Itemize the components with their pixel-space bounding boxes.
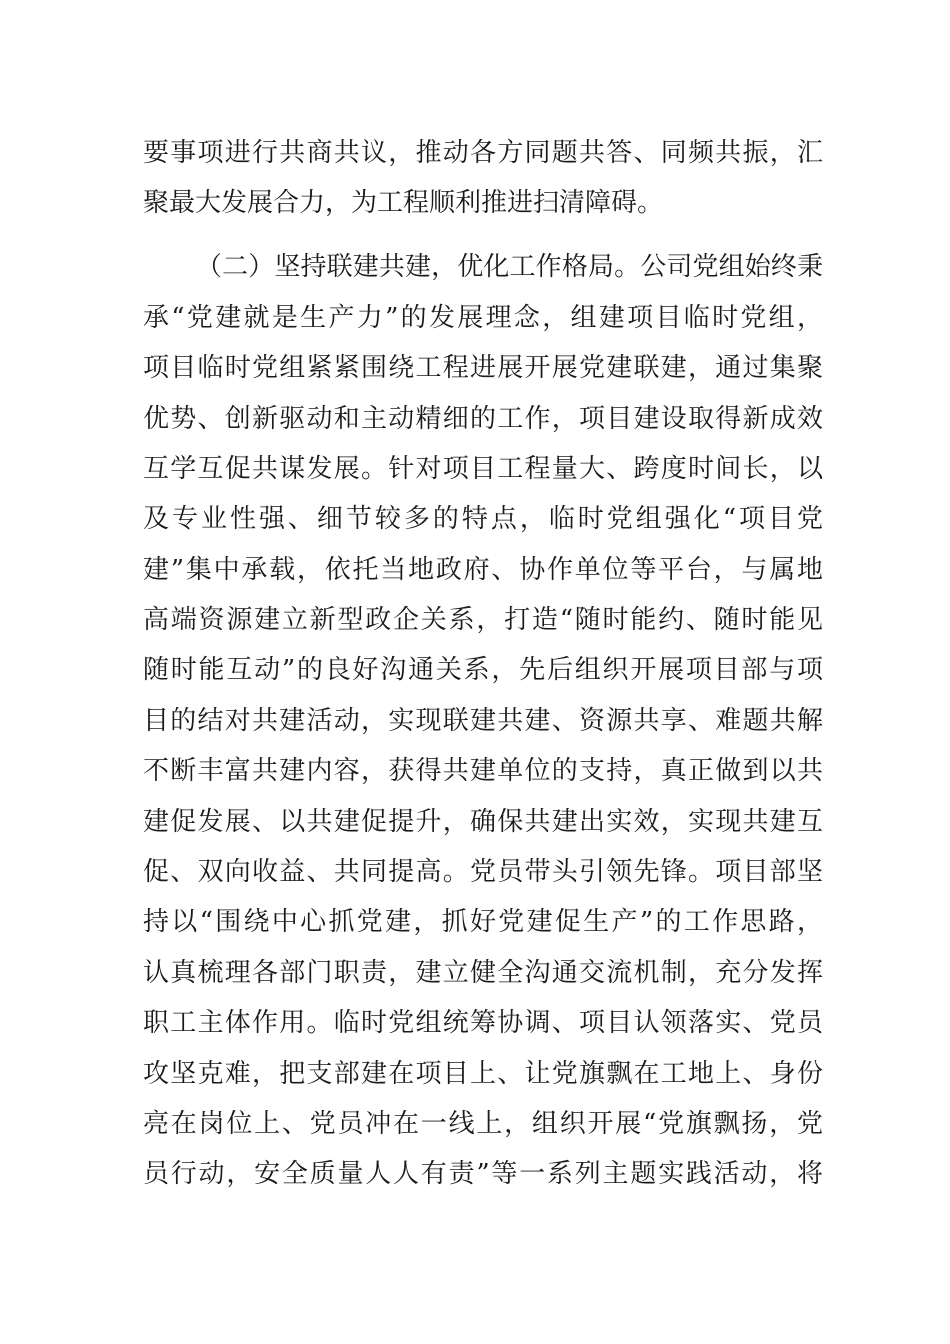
text-line: 不断丰富共建内容，获得共建单位的支持，真正做到以共 [143, 756, 823, 786]
text-line: 目的结对共建活动，实现联建共建、资源共享、难题共解 [143, 706, 823, 736]
text-line: 高端资源建立新型政企关系，打造“随时能约、随时能见 [143, 605, 823, 635]
text-line: 项目临时党组紧紧围绕工程进展开展党建联建，通过集聚 [143, 353, 823, 383]
text-line: 承“党建就是生产力”的发展理念，组建项目临时党组， [143, 303, 823, 333]
text-line: 建”集中承载，依托当地政府、协作单位等平台，与属地 [143, 555, 823, 585]
text-line: 持以“围绕中心抓党建，抓好党建促生产”的工作思路， [143, 907, 823, 937]
text-line: 认真梳理各部门职责，建立健全沟通交流机制，充分发挥 [143, 958, 823, 988]
text-line: 及专业性强、细节较多的特点，临时党组强化“项目党 [143, 504, 823, 534]
text-line: 要事项进行共商共议，推动各方同题共答、同频共振，汇 [143, 138, 823, 168]
text-line: 互学互促共谋发展。针对项目工程量大、跨度时间长，以 [143, 454, 823, 484]
text-line: 随时能互动”的良好沟通关系，先后组织开展项目部与项 [143, 655, 823, 685]
text-line: 聚最大发展合力，为工程顺利推进扫清障碍。 [143, 188, 664, 218]
text-line: 优势、创新驱动和主动精细的工作，项目建设取得新成效 [143, 404, 823, 434]
text-line: 建促发展、以共建促提升，确保共建出实效，实现共建互 [143, 807, 823, 837]
text-line: 促、双向收益、共同提高。党员带头引领先锋。项目部坚 [143, 857, 823, 887]
text-line: 亮在岗位上、党员冲在一线上，组织开展“党旗飘扬，党 [143, 1109, 823, 1139]
text-line: 员行动，安全质量人人有责”等一系列主题实践活动，将 [143, 1159, 823, 1189]
paragraph-heading-line: （二）坚持联建共建，优化工作格局。公司党组始终秉 [196, 252, 823, 282]
text-line: 职工主体作用。临时党组统筹协调、项目认领落实、党员 [143, 1008, 823, 1038]
text-line: 攻坚克难，把支部建在项目上、让党旗飘在工地上、身份 [143, 1059, 823, 1089]
